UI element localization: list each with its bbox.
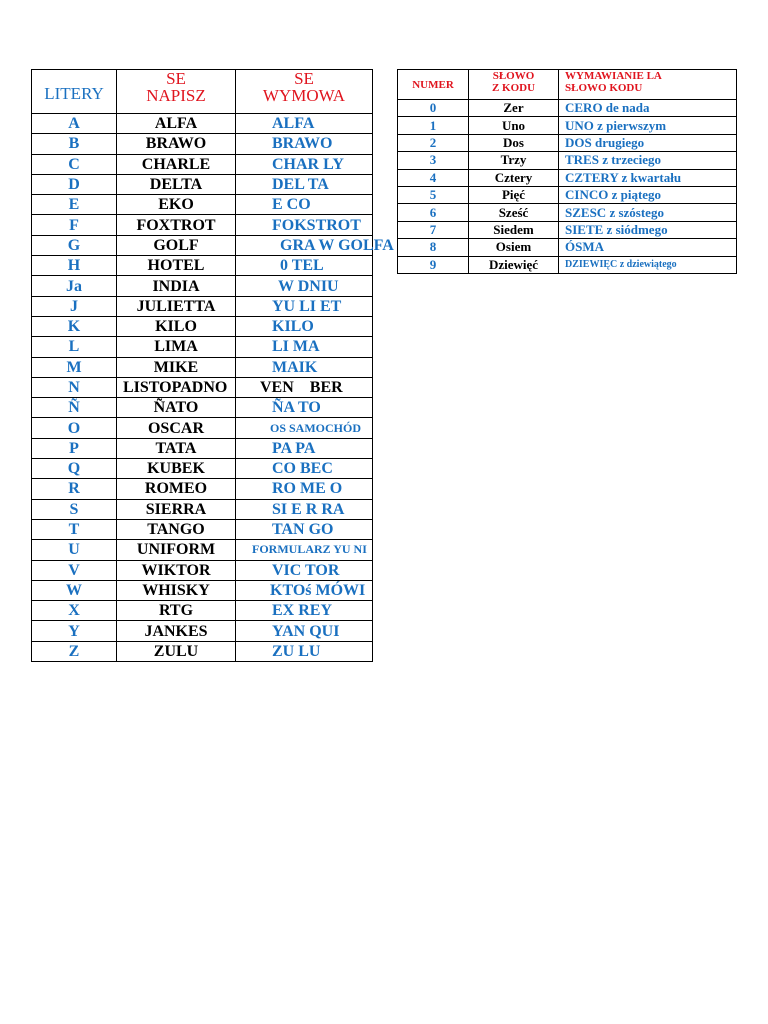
word-cell: FOXTROT [117,215,236,235]
code-word-cell: Siedem [469,221,559,238]
letter-cell: F [32,215,117,235]
letter-cell: V [32,560,117,580]
pronunciation-cell: GRA W GOLFA [236,235,373,255]
pronunciation-cell: BRAWO [236,134,373,154]
word-cell: RTG [117,601,236,621]
alphabet-row [32,499,373,519]
code-pronunciation-cell: DOS drugiego [559,134,737,151]
pronunciation-cell: KILO [236,316,373,336]
letter-cell: Z [32,641,117,661]
code-word-cell: Osiem [469,239,559,256]
letter-cell: Q [32,459,117,479]
word-cell: MIKE [117,357,236,377]
number-row [398,169,737,186]
letter-cell: J [32,296,117,316]
alphabet-row [32,418,373,438]
pronunciation-cell: OS SAMOCHÓD [236,418,373,438]
pronunciation-cell: VEN BER [236,377,373,397]
word-cell: KILO [117,316,236,336]
alphabet-row [32,438,373,458]
alphabet-row [32,641,373,661]
letter-cell: O [32,418,117,438]
code-word-cell: Pięć [469,186,559,203]
word-cell: SIERRA [117,499,236,519]
pronunciation-cell: ZU LU [236,641,373,661]
phonetic-alphabet-table [31,69,394,662]
letter-cell: M [32,357,117,377]
alphabet-row [32,377,373,397]
pronunciation-cell: FOKSTROT [236,215,373,235]
header-pronounce: SE WYMOWA [236,70,373,114]
alphabet-row [32,621,373,641]
alphabet-row [32,256,373,276]
alphabet-row [32,540,373,560]
number-row [398,117,737,134]
pronunciation-cell: W DNIU [236,276,373,296]
letter-cell: E [32,195,117,215]
letter-cell: Ja [32,276,117,296]
pronunciation-cell: MAIK [236,357,373,377]
number-row [398,204,737,221]
word-cell: WHISKY [117,580,236,600]
letter-cell: C [32,154,117,174]
word-cell: ÑATO [117,398,236,418]
alphabet-row [32,519,373,539]
header-write: SE NAPISZ [117,70,236,114]
word-cell: WIKTOR [117,560,236,580]
letter-cell: U [32,540,117,560]
letter-cell: L [32,337,117,357]
header-letters: LITERY [32,70,117,114]
word-cell: JULIETTA [117,296,236,316]
pronunciation-cell: 0 TEL [236,256,373,276]
code-pronunciation-cell: CINCO z piątego [559,186,737,203]
word-cell: EKO [117,195,236,215]
numbers-header-row [398,70,737,100]
word-cell: ROMEO [117,479,236,499]
alphabet-row [32,114,373,134]
alphabet-row [32,134,373,154]
alphabet-row [32,479,373,499]
number-row [398,100,737,117]
letter-cell: G [32,235,117,255]
word-cell: BRAWO [117,134,236,154]
number-cell: 4 [398,169,469,186]
code-word-cell: Cztery [469,169,559,186]
word-cell: OSCAR [117,418,236,438]
header-code-pronounce: WYMAWIANIE LA SŁOWO KODU [559,70,737,100]
pronunciation-cell: YAN QUI [236,621,373,641]
number-code-table [397,69,737,274]
pronunciation-cell: CO BEC [236,459,373,479]
number-cell: 8 [398,239,469,256]
alphabet-row [32,398,373,418]
code-pronunciation-cell: TRES z trzeciego [559,152,737,169]
number-cell: 3 [398,152,469,169]
pronunciation-cell: FORMULARZ YU NI [236,540,373,560]
word-cell: CHARLE [117,154,236,174]
letter-cell: N [32,377,117,397]
letter-cell: B [32,134,117,154]
alphabet-row [32,601,373,621]
alphabet-row [32,235,373,255]
code-word-cell: Dziewięć [469,256,559,273]
alphabet-row [32,459,373,479]
pronunciation-cell: RO ME O [236,479,373,499]
code-word-cell: Dos [469,134,559,151]
pronunciation-cell: DEL TA [236,174,373,194]
pronunciation-cell: TAN GO [236,519,373,539]
alphabet-row [32,215,373,235]
word-cell: ZULU [117,641,236,661]
code-word-cell: Uno [469,117,559,134]
word-cell: TATA [117,438,236,458]
word-cell: TANGO [117,519,236,539]
alphabet-row [32,560,373,580]
pronunciation-cell: VIC TOR [236,560,373,580]
pronunciation-cell: EX REY [236,601,373,621]
code-pronunciation-cell: SIETE z siódmego [559,221,737,238]
number-row [398,239,737,256]
letter-cell: R [32,479,117,499]
word-cell: HOTEL [117,256,236,276]
alphabet-row [32,174,373,194]
pronunciation-cell: YU LI ET [236,296,373,316]
number-cell: 9 [398,256,469,273]
alphabet-header-row [32,70,373,114]
letter-cell: D [32,174,117,194]
code-pronunciation-cell: DZIEWIĘC z dziewiątego [559,256,737,273]
alphabet-row [32,195,373,215]
letter-cell: Ñ [32,398,117,418]
alphabet-row [32,154,373,174]
number-cell: 1 [398,117,469,134]
alphabet-row [32,296,373,316]
header-code-word: SŁOWO Z KODU [469,70,559,100]
word-cell: INDIA [117,276,236,296]
number-cell: 2 [398,134,469,151]
number-cell: 7 [398,221,469,238]
code-pronunciation-cell: UNO z pierwszym [559,117,737,134]
number-cell: 5 [398,186,469,203]
alphabet-row [32,276,373,296]
word-cell: KUBEK [117,459,236,479]
code-pronunciation-cell: CZTERY z kwartału [559,169,737,186]
header-number: NUMER [398,70,469,100]
code-word-cell: Trzy [469,152,559,169]
word-cell: DELTA [117,174,236,194]
word-cell: JANKES [117,621,236,641]
code-word-cell: Sześć [469,204,559,221]
letter-cell: A [32,114,117,134]
pronunciation-cell: E CO [236,195,373,215]
letter-cell: S [32,499,117,519]
letter-cell: X [32,601,117,621]
alphabet-row [32,580,373,600]
pronunciation-cell: LI MA [236,337,373,357]
letter-cell: K [32,316,117,336]
number-cell: 6 [398,204,469,221]
alphabet-row [32,337,373,357]
letter-cell: T [32,519,117,539]
number-cell: 0 [398,100,469,117]
letter-cell: Y [32,621,117,641]
code-word-cell: Zer [469,100,559,117]
number-row [398,152,737,169]
number-row [398,134,737,151]
alphabet-row [32,357,373,377]
letter-cell: P [32,438,117,458]
word-cell: LISTOPADNO [117,377,236,397]
pronunciation-cell: ÑA TO [236,398,373,418]
pronunciation-cell: ALFA [236,114,373,134]
pronunciation-cell: SI E R RA [236,499,373,519]
number-row [398,221,737,238]
pronunciation-cell: PA PA [236,438,373,458]
code-pronunciation-cell: CERO de nada [559,100,737,117]
code-pronunciation-cell: ÓSMA [559,239,737,256]
number-row [398,186,737,203]
alphabet-row [32,316,373,336]
number-row [398,256,737,273]
word-cell: UNIFORM [117,540,236,560]
letter-cell: W [32,580,117,600]
letter-cell: H [32,256,117,276]
code-pronunciation-cell: SZESC z szóstego [559,204,737,221]
pronunciation-cell: CHAR LY [236,154,373,174]
word-cell: GOLF [117,235,236,255]
pronunciation-cell: KTOś MÓWI [236,580,373,600]
word-cell: LIMA [117,337,236,357]
word-cell: ALFA [117,114,236,134]
